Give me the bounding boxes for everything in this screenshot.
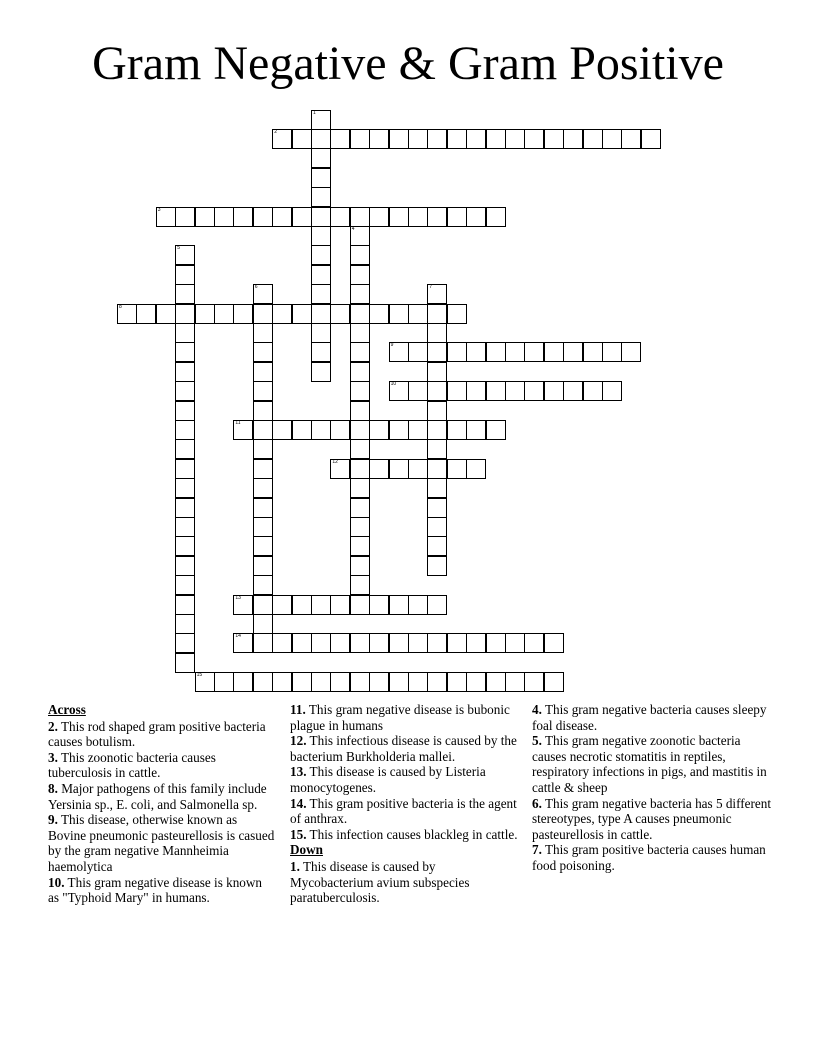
grid-cell[interactable] xyxy=(524,633,544,653)
grid-cell[interactable] xyxy=(253,323,273,343)
grid-cell[interactable] xyxy=(214,672,234,692)
cell-number: 3 xyxy=(157,206,161,213)
grid-cell[interactable] xyxy=(175,536,195,556)
grid-cell[interactable] xyxy=(311,226,331,246)
grid-cell[interactable] xyxy=(350,129,370,149)
grid-cell[interactable] xyxy=(350,304,370,324)
grid-cell[interactable] xyxy=(350,245,370,265)
grid-cell[interactable] xyxy=(330,304,350,324)
grid-cell[interactable] xyxy=(544,342,564,362)
grid-cell[interactable] xyxy=(544,381,564,401)
clue-text: This disease is caused by Listeria monocytogenes. xyxy=(290,764,486,795)
clue-text: This gram negative bacteria has 5 different stereotypes, type A causes pneumonic pasteurellosis in cattle. xyxy=(532,795,772,842)
clue-across-9 xyxy=(48,812,276,874)
grid-cell[interactable] xyxy=(466,672,486,692)
grid-cell[interactable] xyxy=(486,207,506,227)
grid-cell[interactable] xyxy=(253,420,273,440)
grid-cell[interactable] xyxy=(602,381,622,401)
grid-cell[interactable] xyxy=(466,342,486,362)
grid-cell[interactable] xyxy=(447,633,467,653)
grid-cell[interactable] xyxy=(583,342,603,362)
grid-cell[interactable] xyxy=(175,284,195,304)
clue-across-13 xyxy=(290,764,520,795)
grid-cell[interactable] xyxy=(253,595,273,615)
grid-cell[interactable] xyxy=(369,595,389,615)
grid-cell[interactable] xyxy=(350,672,370,692)
grid-cell[interactable] xyxy=(602,129,622,149)
clue-text: This zoonotic bacteria causes tuberculosis in cattle. xyxy=(48,749,216,781)
grid-cell[interactable] xyxy=(408,420,428,440)
grid-cell[interactable] xyxy=(175,245,195,265)
clue-number: 1. xyxy=(290,858,300,874)
clue-text: This disease, otherwise known as Bovine pneumonic pasteurellosis is casued by the gram negative Mannheimia haemolytica xyxy=(48,812,275,874)
clue-number: 3. xyxy=(48,749,58,765)
grid-cell[interactable] xyxy=(408,381,428,401)
clue-down-6 xyxy=(532,796,772,843)
grid-cell[interactable] xyxy=(427,459,447,479)
grid-cell[interactable] xyxy=(330,633,350,653)
grid-cell[interactable] xyxy=(233,207,253,227)
grid-cell[interactable] xyxy=(292,420,312,440)
grid-cell[interactable] xyxy=(330,595,350,615)
cell-number: 6 xyxy=(254,284,258,291)
clue-number: 10. xyxy=(48,874,65,890)
grid-cell[interactable] xyxy=(350,362,370,382)
grid-cell[interactable] xyxy=(427,556,447,576)
clue-down-5 xyxy=(532,733,772,795)
grid-cell[interactable] xyxy=(330,129,350,149)
clue-number: 4. xyxy=(532,702,542,717)
grid-cell[interactable] xyxy=(408,459,428,479)
down-heading: Down xyxy=(290,842,323,858)
grid-cell[interactable] xyxy=(311,323,331,343)
grid-cell[interactable] xyxy=(427,672,447,692)
clue-down-7 xyxy=(532,842,772,873)
grid-cell[interactable] xyxy=(408,207,428,227)
grid-cell[interactable] xyxy=(524,342,544,362)
grid-cell[interactable] xyxy=(156,304,176,324)
grid-cell[interactable] xyxy=(427,284,447,304)
grid-cell[interactable] xyxy=(253,556,273,576)
clues-column-3 xyxy=(532,702,772,874)
grid-cell[interactable] xyxy=(486,420,506,440)
grid-cell[interactable] xyxy=(233,595,253,615)
grid-cell[interactable] xyxy=(389,459,409,479)
grid-cell[interactable] xyxy=(175,459,195,479)
grid-cell[interactable] xyxy=(466,129,486,149)
grid-cell[interactable] xyxy=(427,536,447,556)
grid-cell[interactable] xyxy=(311,168,331,188)
cell-number: 11 xyxy=(235,420,241,426)
clue-across-3 xyxy=(48,750,276,781)
grid-cell[interactable] xyxy=(427,595,447,615)
grid-cell[interactable] xyxy=(427,478,447,498)
cell-number: 8 xyxy=(119,303,122,310)
cell-number: 14 xyxy=(235,633,241,640)
grid-cell[interactable] xyxy=(427,304,447,324)
grid-cell[interactable] xyxy=(524,672,544,692)
grid-cell[interactable] xyxy=(350,265,370,285)
grid-cell[interactable] xyxy=(583,129,603,149)
grid-cell[interactable] xyxy=(544,129,564,149)
grid-cell[interactable] xyxy=(330,207,350,227)
grid-cell[interactable] xyxy=(350,459,370,479)
clue-text: This gram positive bacteria is the agent of anthrax. xyxy=(290,795,517,827)
grid-cell[interactable] xyxy=(156,207,176,227)
grid-cell[interactable] xyxy=(253,381,273,401)
grid-cell[interactable] xyxy=(311,633,331,653)
grid-cell[interactable] xyxy=(311,284,331,304)
grid-cell[interactable] xyxy=(253,439,273,459)
page-title: Gram Negative & Gram Positive xyxy=(92,37,724,90)
grid-cell[interactable] xyxy=(427,129,447,149)
grid-cell[interactable] xyxy=(408,633,428,653)
clue-text: Major pathogens of this family include Yersinia sp., E. coli, and Salmonella sp. xyxy=(48,780,267,812)
grid-cell[interactable] xyxy=(408,595,428,615)
clue-text: This infectious disease is caused by the bacterium Burkholderia mallei. xyxy=(290,733,517,764)
grid-cell[interactable] xyxy=(253,536,273,556)
grid-cell[interactable] xyxy=(369,633,389,653)
clue-number: 7. xyxy=(532,842,542,858)
grid-cell[interactable] xyxy=(544,672,564,692)
grid-cell[interactable] xyxy=(350,420,370,440)
clue-text: This gram positive bacteria causes human food poisoning. xyxy=(532,842,766,873)
grid-cell[interactable] xyxy=(486,342,506,362)
grid-cell[interactable] xyxy=(447,207,467,227)
grid-cell[interactable] xyxy=(253,517,273,537)
grid-cell[interactable] xyxy=(350,633,370,653)
grid-cell[interactable] xyxy=(253,362,273,382)
cell-number: 4 xyxy=(351,226,355,232)
grid-cell[interactable] xyxy=(175,439,195,459)
across-heading: Across xyxy=(48,702,86,717)
grid-cell[interactable] xyxy=(117,304,137,324)
grid-cell[interactable] xyxy=(272,304,292,324)
grid-cell[interactable] xyxy=(621,129,641,149)
grid-cell[interactable] xyxy=(369,129,389,149)
grid-cell[interactable] xyxy=(427,342,447,362)
clue-number: 9. xyxy=(48,812,58,828)
grid-cell[interactable] xyxy=(272,672,292,692)
grid-cell[interactable] xyxy=(466,633,486,653)
grid-cell[interactable] xyxy=(175,498,195,518)
grid-cell[interactable] xyxy=(350,595,370,615)
grid-cell[interactable] xyxy=(175,362,195,382)
grid-cell[interactable] xyxy=(486,381,506,401)
grid-cell[interactable] xyxy=(427,362,447,382)
grid-cell[interactable] xyxy=(311,129,331,149)
grid-cell[interactable] xyxy=(408,672,428,692)
grid-cell[interactable] xyxy=(369,207,389,227)
grid-cell[interactable] xyxy=(389,420,409,440)
grid-cell[interactable] xyxy=(486,633,506,653)
grid-cell[interactable] xyxy=(427,498,447,518)
grid-cell[interactable] xyxy=(195,672,215,692)
cell-number: 15 xyxy=(196,672,203,679)
grid-cell[interactable] xyxy=(350,556,370,576)
clue-across-8 xyxy=(48,781,276,812)
grid-cell[interactable] xyxy=(253,672,273,692)
grid-cell[interactable] xyxy=(350,323,370,343)
grid-cell[interactable] xyxy=(505,381,525,401)
grid-cell[interactable] xyxy=(583,381,603,401)
grid-cell[interactable] xyxy=(330,459,350,479)
clue-number: 15. xyxy=(290,826,307,842)
grid-cell[interactable] xyxy=(466,381,486,401)
grid-cell[interactable] xyxy=(524,381,544,401)
grid-cell[interactable] xyxy=(602,342,622,362)
grid-cell[interactable] xyxy=(311,148,331,168)
grid-cell[interactable] xyxy=(253,207,273,227)
clue-across-10 xyxy=(48,875,276,906)
grid-cell[interactable] xyxy=(311,110,331,130)
grid-cell[interactable] xyxy=(330,420,350,440)
grid-cell[interactable] xyxy=(350,498,370,518)
grid-cell[interactable] xyxy=(272,129,292,149)
grid-cell[interactable] xyxy=(427,381,447,401)
grid-cell[interactable] xyxy=(175,207,195,227)
grid-cell[interactable] xyxy=(427,517,447,537)
grid-cell[interactable] xyxy=(427,633,447,653)
grid-cell[interactable] xyxy=(447,381,467,401)
grid-cell[interactable] xyxy=(253,614,273,634)
grid-cell[interactable] xyxy=(447,459,467,479)
grid-cell[interactable] xyxy=(272,207,292,227)
grid-cell[interactable] xyxy=(175,401,195,421)
grid-cell[interactable] xyxy=(292,304,312,324)
grid-cell[interactable] xyxy=(505,633,525,653)
grid-cell[interactable] xyxy=(136,304,156,324)
clue-number: 14. xyxy=(290,795,307,811)
grid-cell[interactable] xyxy=(292,672,312,692)
clue-across-12 xyxy=(290,733,520,764)
grid-cell[interactable] xyxy=(466,459,486,479)
grid-cell[interactable] xyxy=(175,304,195,324)
grid-cell[interactable] xyxy=(350,575,370,595)
grid-cell[interactable] xyxy=(350,226,370,246)
grid-cell[interactable] xyxy=(621,342,641,362)
grid-cell[interactable] xyxy=(389,595,409,615)
clues-column-2 xyxy=(290,702,520,906)
grid-cell[interactable] xyxy=(427,420,447,440)
grid-cell[interactable] xyxy=(350,401,370,421)
grid-cell[interactable] xyxy=(311,304,331,324)
grid-cell[interactable] xyxy=(233,672,253,692)
clue-text: This gram negative disease is bubonic plague in humans xyxy=(290,702,510,733)
grid-cell[interactable] xyxy=(175,420,195,440)
cell-number: 13 xyxy=(235,594,241,601)
grid-cell[interactable] xyxy=(175,556,195,576)
grid-cell[interactable] xyxy=(253,284,273,304)
grid-cell[interactable] xyxy=(214,207,234,227)
grid-cell[interactable] xyxy=(447,129,467,149)
grid-cell[interactable] xyxy=(447,342,467,362)
grid-cell[interactable] xyxy=(427,207,447,227)
grid-cell[interactable] xyxy=(389,129,409,149)
grid-cell[interactable] xyxy=(350,517,370,537)
grid-cell[interactable] xyxy=(466,207,486,227)
clue-across-14 xyxy=(290,796,520,827)
grid-cell[interactable] xyxy=(311,245,331,265)
grid-cell[interactable] xyxy=(311,265,331,285)
grid-cell[interactable] xyxy=(214,304,234,324)
grid-cell[interactable] xyxy=(350,536,370,556)
grid-cell[interactable] xyxy=(466,420,486,440)
grid-cell[interactable] xyxy=(389,207,409,227)
grid-cell[interactable] xyxy=(311,187,331,207)
grid-cell[interactable] xyxy=(447,672,467,692)
grid-cell[interactable] xyxy=(253,478,273,498)
clue-down-4 xyxy=(532,702,772,733)
grid-cell[interactable] xyxy=(389,304,409,324)
grid-cell[interactable] xyxy=(505,672,525,692)
grid-cell[interactable] xyxy=(175,381,195,401)
grid-cell[interactable] xyxy=(427,401,447,421)
grid-cell[interactable] xyxy=(272,595,292,615)
clue-number: 2. xyxy=(48,718,58,734)
grid-cell[interactable] xyxy=(350,478,370,498)
grid-cell[interactable] xyxy=(389,633,409,653)
clue-across-2 xyxy=(48,719,276,750)
grid-cell[interactable] xyxy=(544,633,564,653)
grid-cell[interactable] xyxy=(233,420,253,440)
grid-cell[interactable] xyxy=(369,672,389,692)
grid-cell[interactable] xyxy=(311,342,331,362)
grid-cell[interactable] xyxy=(175,633,195,653)
grid-cell[interactable] xyxy=(505,129,525,149)
grid-cell[interactable] xyxy=(311,672,331,692)
clues-column-1 xyxy=(48,702,276,906)
clue-text: This gram negative disease is known as "Typhoid Mary" in humans. xyxy=(48,874,263,906)
grid-cell[interactable] xyxy=(369,420,389,440)
grid-cell[interactable] xyxy=(369,304,389,324)
grid-cell[interactable] xyxy=(563,129,583,149)
grid-cell[interactable] xyxy=(175,575,195,595)
grid-cell[interactable] xyxy=(253,401,273,421)
clue-text: This disease is caused by Mycobacterium avium subspecies paratuberculosis. xyxy=(290,858,470,906)
grid-cell[interactable] xyxy=(292,595,312,615)
grid-cell[interactable] xyxy=(389,381,409,401)
grid-cell[interactable] xyxy=(311,362,331,382)
grid-cell[interactable] xyxy=(427,439,447,459)
grid-cell[interactable] xyxy=(408,129,428,149)
grid-cell[interactable] xyxy=(195,207,215,227)
grid-cell[interactable] xyxy=(486,129,506,149)
grid-cell[interactable] xyxy=(563,342,583,362)
cell-number: 5 xyxy=(177,245,180,252)
clue-number: 8. xyxy=(48,780,58,796)
grid-cell[interactable] xyxy=(233,633,253,653)
grid-cell[interactable] xyxy=(330,672,350,692)
grid-cell[interactable] xyxy=(311,595,331,615)
grid-cell[interactable] xyxy=(175,323,195,343)
cell-number: 1 xyxy=(313,109,316,116)
cell-number: 12 xyxy=(332,458,338,465)
grid-cell[interactable] xyxy=(408,342,428,362)
clue-text: This gram negative bacteria causes sleepy foal disease. xyxy=(532,702,767,733)
grid-cell[interactable] xyxy=(350,439,370,459)
grid-cell[interactable] xyxy=(175,614,195,634)
grid-cell[interactable] xyxy=(563,381,583,401)
clue-text: This gram negative zoonotic bacteria causes necrotic stomatitis in reptiles, respiratory infections in pigs, and mastitis in cattle & sheep xyxy=(532,733,767,795)
clue-text: This infection causes blackleg in cattle. xyxy=(309,826,518,842)
grid-cell[interactable] xyxy=(350,284,370,304)
cell-number: 9 xyxy=(390,342,394,349)
cell-number: 7 xyxy=(429,284,433,291)
grid-cell[interactable] xyxy=(350,207,370,227)
grid-cell[interactable] xyxy=(641,129,661,149)
clue-text: This rod shaped gram positive bacteria causes botulism. xyxy=(48,718,266,750)
grid-cell[interactable] xyxy=(253,342,273,362)
clue-number: 12. xyxy=(290,733,307,749)
grid-cell[interactable] xyxy=(311,207,331,227)
grid-cell[interactable] xyxy=(233,304,253,324)
grid-cell[interactable] xyxy=(369,459,389,479)
grid-cell[interactable] xyxy=(389,342,409,362)
cell-number: 2 xyxy=(274,129,277,135)
grid-cell[interactable] xyxy=(272,420,292,440)
grid-cell[interactable] xyxy=(253,459,273,479)
grid-cell[interactable] xyxy=(253,498,273,518)
grid-cell[interactable] xyxy=(253,304,273,324)
grid-cell[interactable] xyxy=(175,342,195,362)
grid-cell[interactable] xyxy=(524,129,544,149)
clue-number: 6. xyxy=(532,795,542,811)
grid-cell[interactable] xyxy=(292,633,312,653)
grid-cell[interactable] xyxy=(447,304,467,324)
grid-cell[interactable] xyxy=(272,633,292,653)
grid-cell[interactable] xyxy=(427,323,447,343)
clue-down-1 xyxy=(290,859,520,906)
cell-number: 10 xyxy=(390,381,397,388)
grid-cell[interactable] xyxy=(447,420,467,440)
clue-across-11 xyxy=(290,702,520,733)
grid-cell[interactable] xyxy=(175,265,195,285)
grid-cell[interactable] xyxy=(350,381,370,401)
grid-cell[interactable] xyxy=(175,517,195,537)
clue-number: 11. xyxy=(290,702,306,717)
grid-cell[interactable] xyxy=(253,575,273,595)
grid-cell[interactable] xyxy=(389,672,409,692)
grid-cell[interactable] xyxy=(311,420,331,440)
grid-cell[interactable] xyxy=(175,653,195,673)
grid-cell[interactable] xyxy=(292,129,312,149)
clue-number: 5. xyxy=(532,733,542,749)
grid-cell[interactable] xyxy=(175,478,195,498)
clue-number: 13. xyxy=(290,764,307,780)
grid-cell[interactable] xyxy=(175,595,195,615)
grid-cell[interactable] xyxy=(505,342,525,362)
grid-cell[interactable] xyxy=(195,304,215,324)
grid-cell[interactable] xyxy=(292,207,312,227)
grid-cell[interactable] xyxy=(350,342,370,362)
clue-across-15 xyxy=(290,827,520,843)
grid-cell[interactable] xyxy=(486,672,506,692)
grid-cell[interactable] xyxy=(253,633,273,653)
grid-cell[interactable] xyxy=(408,304,428,324)
